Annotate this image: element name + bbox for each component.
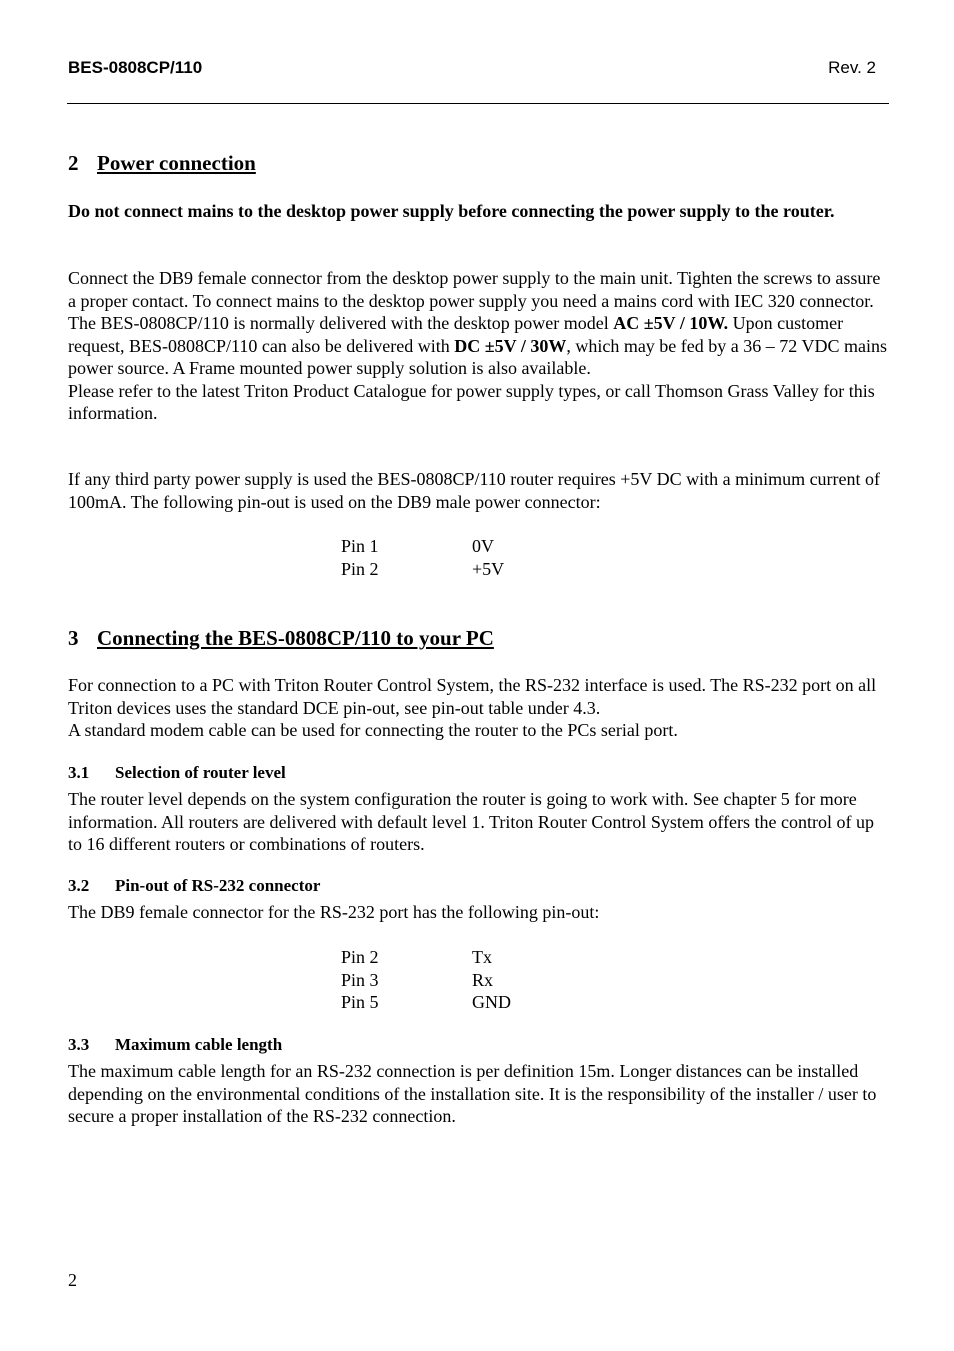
subsection-number: 3.1 [68, 763, 90, 782]
pin-value: +5V [472, 558, 505, 579]
paragraph [68, 312, 890, 380]
power-pinout-table [341, 535, 641, 580]
revision-label: Rev. 2 [828, 58, 876, 77]
warning-text: Do not connect mains to the desktop power supply before connecting the power supply to the router. [68, 201, 835, 221]
paragraph: The DB9 female connector for the RS-232 port has the following pin-out: [68, 902, 600, 922]
rs232-pinout-paragraph [68, 901, 890, 924]
subsection-title: Selection of router level [115, 763, 286, 782]
table-row [341, 535, 641, 558]
pin-label: Pin 2 [341, 558, 379, 579]
section-number: 3 [68, 626, 79, 650]
text-run: The BES-0808CP/110 is normally delivered with the desktop power model [68, 313, 614, 333]
section-number: 2 [68, 151, 79, 175]
pin-label: Pin 3 [341, 969, 379, 990]
subsection-title: Maximum cable length [115, 1035, 283, 1054]
page-number: 2 [68, 1270, 77, 1290]
section-title: Power connection [97, 151, 256, 175]
header-divider [67, 103, 889, 104]
pin-value: 0V [472, 536, 494, 556]
power-warning [68, 200, 890, 223]
subsection-number: 3.2 [68, 876, 90, 895]
table-row [341, 946, 641, 969]
paragraph: The router level depends on the system configuration the router is going to work with. See chapter 5 for more information. All routers are delivered with default level 1. Triton Router Control System offers the control of up to 16 different routers or combinations of routers. [68, 789, 875, 854]
document-title: BES-0808CP/110 [68, 58, 203, 77]
subsection-title: Pin-out of RS-232 connector [115, 876, 321, 895]
section-title: Connecting the BES-0808CP/110 to your PC [97, 626, 494, 650]
paragraph: Connect the DB9 female connector from the desktop power supply to the main unit. Tighten the screws to assure a proper contact. To connect mains to the desktop power supply you need a mains cord with IEC 320 connector. [68, 268, 881, 311]
paragraph: Please refer to the latest Triton Product Catalogue for power supply types, or call Thomson Grass Valley for this information. [68, 380, 875, 423]
router-level-paragraph [68, 788, 890, 856]
pin-value: Rx [472, 969, 494, 990]
paragraph: A standard modem cable can be used for connecting the router to the PCs serial port. [68, 720, 678, 740]
table-row [341, 991, 641, 1014]
pc-connection-paragraph [68, 674, 890, 742]
paragraph: The maximum cable length for an RS-232 connection is per definition 15m. Longer distances can be installed depending on the environmental conditions of the installation site. It is the responsibility of the installer / user to secure a proper installation of the RS-232 connection. [68, 1061, 877, 1126]
pin-value: GND [472, 992, 511, 1013]
pin-label: Pin 2 [341, 947, 379, 967]
subsection-number: 3.3 [68, 1035, 90, 1054]
pin-value: Tx [472, 947, 492, 967]
table-row [341, 969, 641, 992]
pin-label: Pin 1 [341, 536, 379, 556]
text-run-bold: DC ±5V / 30W [454, 335, 567, 356]
third-party-supply-paragraph [68, 468, 890, 513]
table-row [341, 558, 641, 581]
pin-label: Pin 5 [341, 992, 379, 1013]
paragraph: For connection to a PC with Triton Router Control System, the RS-232 interface is used. The RS-232 port on all Triton devices uses the standard DCE pin-out, see pin-out table under 4.3. [68, 675, 877, 718]
rs232-pinout-table [341, 946, 641, 1014]
power-description [68, 267, 890, 425]
cable-length-paragraph [68, 1060, 890, 1128]
text-run: Upon customer request, BES-0808CP/110 can also be delivered with [68, 313, 844, 356]
paragraph: If any third party power supply is used the BES-0808CP/110 router requires +5V DC with a minimum current of 100mA. The following pin-out is used on the DB9 male power connector: [68, 469, 881, 512]
text-run-bold: AC ±5V / 10W. [613, 313, 729, 333]
text-run: , which may be fed by a 36 – 72 VDC mains power source. A Frame mounted power supply solution is also available. [68, 335, 887, 378]
